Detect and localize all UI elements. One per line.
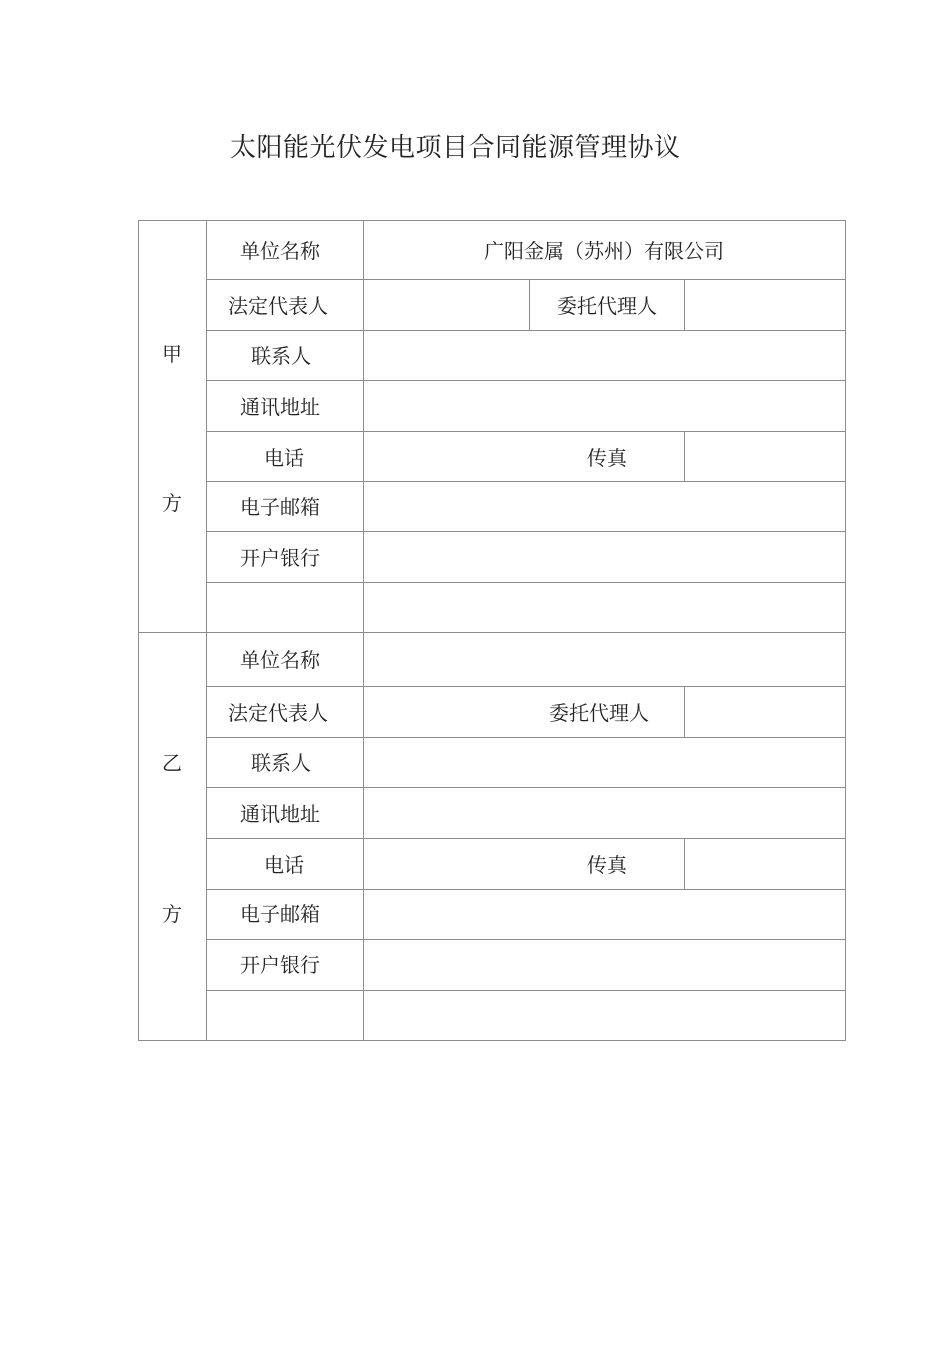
- row-line: [206, 330, 846, 331]
- side-column-divider: [206, 220, 207, 1041]
- row-line: [206, 582, 846, 583]
- table-border-left: [138, 220, 139, 1041]
- row-line: [206, 686, 846, 687]
- row-line: [206, 939, 846, 940]
- party-a-address-label: 通讯地址: [240, 395, 320, 419]
- row-line: [206, 889, 846, 890]
- party-b-address-label: 通讯地址: [240, 802, 320, 826]
- party-b-side-label-bottom: 方: [162, 902, 182, 926]
- row-line: [206, 279, 846, 280]
- row-line: [206, 431, 846, 432]
- row-line: [206, 380, 846, 381]
- party-a-email-label: 电子邮箱: [240, 495, 320, 519]
- row-line: [206, 838, 846, 839]
- label-column-divider: [363, 220, 364, 1041]
- party-b-unit-name-label: 单位名称: [240, 648, 320, 672]
- party-a-legal-rep-label: 法定代表人: [228, 294, 328, 318]
- row-line: [206, 531, 846, 532]
- party-b-email-label: 电子邮箱: [240, 902, 320, 926]
- row-line: [206, 737, 846, 738]
- party-b-contact-label: 联系人: [251, 751, 311, 775]
- table-border-bottom: [138, 1040, 846, 1041]
- cell-divider: [529, 279, 530, 331]
- row-line: [206, 990, 846, 991]
- row-line: [206, 481, 846, 482]
- party-a-unit-name-value: 广阳金属（苏州）有限公司: [484, 239, 724, 263]
- party-a-agent-label: 委托代理人: [557, 294, 657, 318]
- party-b-legal-rep-label: 法定代表人: [228, 701, 328, 725]
- party-a-side-label-top: 甲: [162, 342, 182, 366]
- table-border-top: [138, 220, 846, 221]
- party-b-bank-label: 开户银行: [240, 953, 320, 977]
- row-line: [206, 787, 846, 788]
- document-title: 太阳能光伏发电项目合同能源管理协议: [230, 133, 681, 163]
- cell-divider: [684, 686, 685, 738]
- cell-divider: [684, 431, 685, 482]
- party-b-agent-label: 委托代理人: [549, 701, 649, 725]
- cell-divider: [684, 838, 685, 890]
- party-a-unit-name-label: 单位名称: [240, 239, 320, 263]
- party-a-bank-label: 开户银行: [240, 546, 320, 570]
- party-a-side-label-bottom: 方: [162, 491, 182, 515]
- table-border-right: [845, 220, 846, 1041]
- party-divider: [138, 632, 846, 633]
- party-b-fax-label: 传真: [587, 853, 627, 877]
- cell-divider: [684, 279, 685, 331]
- party-b-phone-label: 电话: [264, 853, 304, 877]
- party-a-phone-label: 电话: [264, 446, 304, 470]
- party-a-fax-label: 传真: [587, 446, 627, 470]
- party-a-contact-label: 联系人: [251, 344, 311, 368]
- party-b-side-label-top: 乙: [162, 751, 182, 775]
